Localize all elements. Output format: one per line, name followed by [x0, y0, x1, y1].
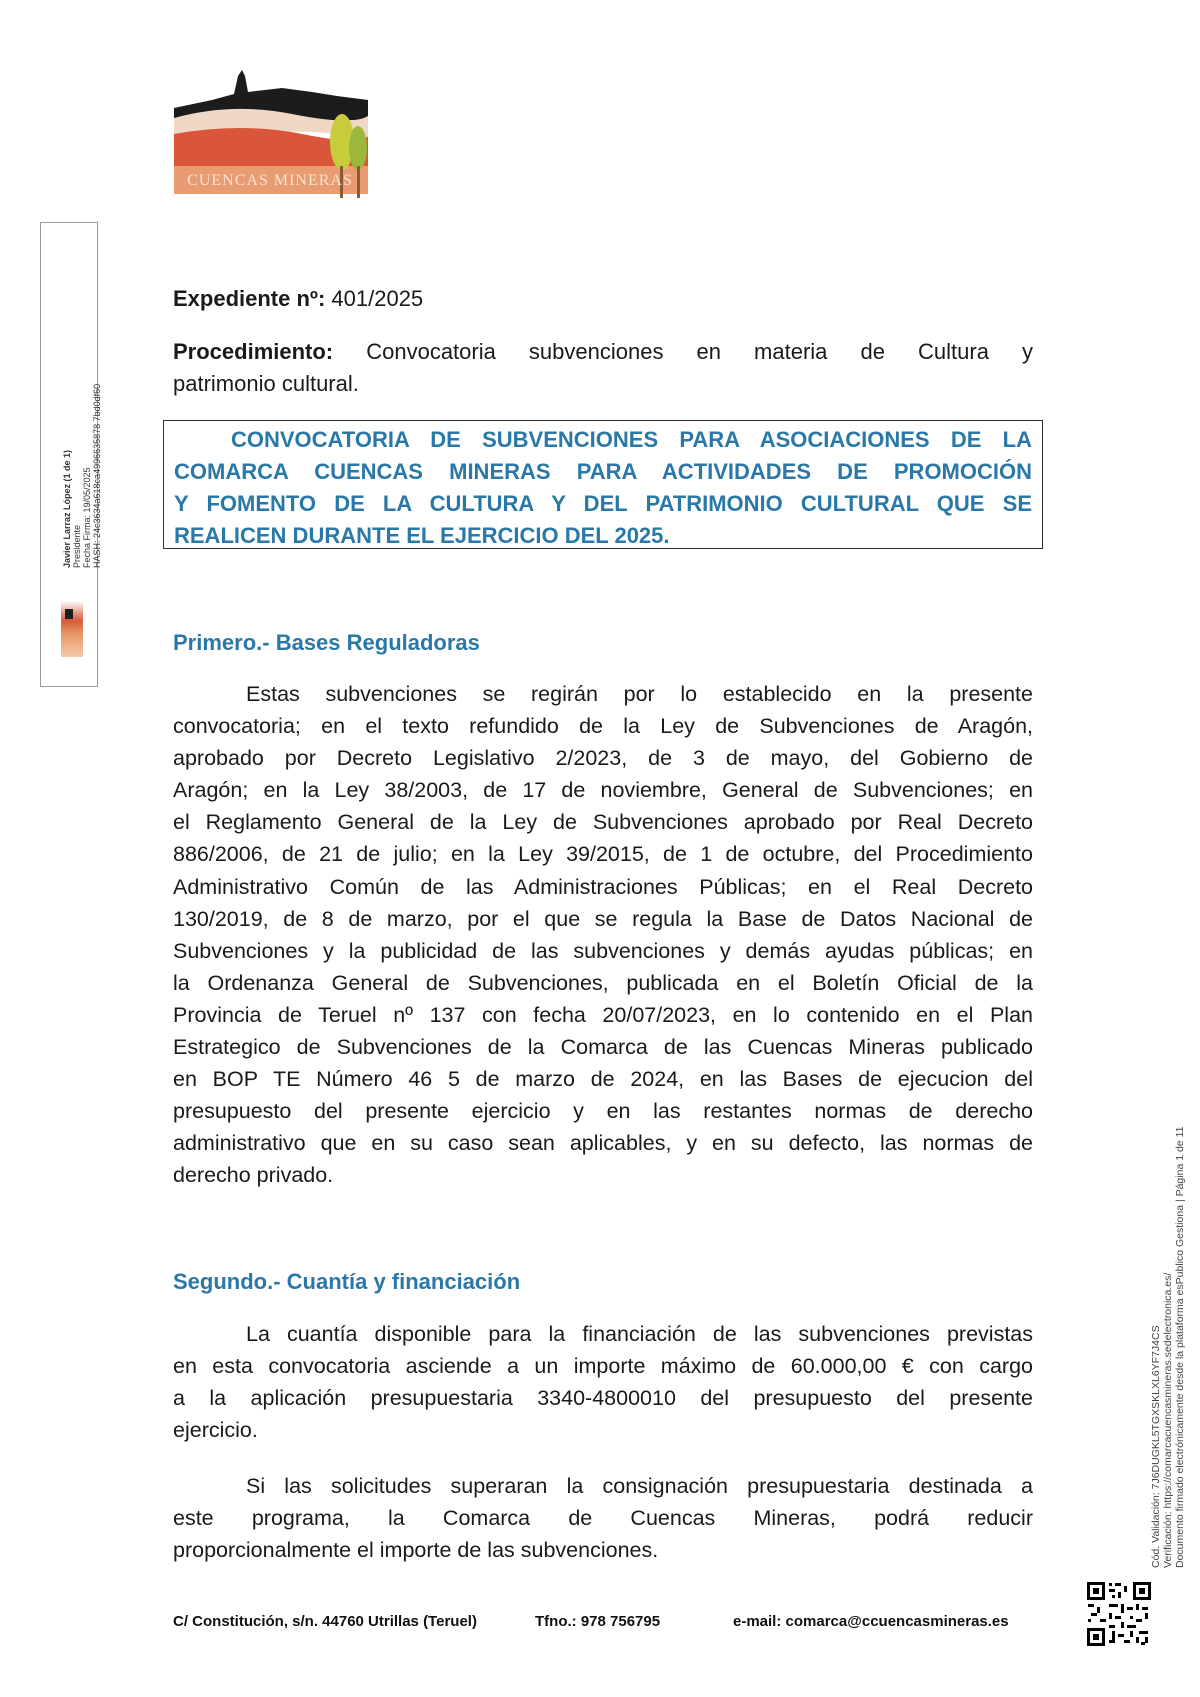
logo-text: CUENCAS MINERAS [187, 172, 353, 189]
signature-hash: HASH: 24c3634a618ca4996635878 7bd0df60 [92, 383, 102, 568]
verification-url: Verificación: https://comarcacuencasmineras.sedelectronica.es/ [1162, 1272, 1174, 1568]
paragraph-line: este programa, la Comarca de Cuencas Mineras, podrá reducir [173, 1506, 1033, 1531]
paragraph-line: Provincia de Teruel nº 137 con fecha 20/07/2023, en lo contenido en el Plan [173, 1002, 1033, 1027]
paragraph-line: ejercicio. [173, 1418, 258, 1443]
footer-address: C/ Constitución, s/n. 44760 Utrillas (Teruel) [173, 1613, 477, 1630]
signature-date: Fecha Firma: 19/05/2025 [82, 467, 92, 568]
procedimiento-text-1: Convocatoria subvenciones en materia de Cultura y [366, 339, 1033, 364]
procedimiento-block [173, 336, 1033, 400]
paragraph-line: en BOP TE Número 46 5 de marzo de 2024, en las Bases de ejecucion del [173, 1067, 1033, 1092]
paragraph-line: Estas subvenciones se regirán por lo establecido en la presente [246, 682, 1033, 706]
footer-email: e-mail: comarca@ccuencasmineras.es [733, 1613, 1009, 1630]
signed-document-note: Documento firmado electrónicamente desde la plataforma esPublico Gestiona | Página 1 de 11 [1174, 1126, 1186, 1568]
paragraph-line: Estrategico de Subvenciones de la Comarca de las Cuencas Mineras publicado [173, 1035, 1033, 1060]
qr-code [1085, 1580, 1153, 1648]
paragraph-line: presupuesto del presente ejercicio y en las restantes normas de derecho [173, 1099, 1033, 1124]
paragraph-line: en esta convocatoria asciende a un importe máximo de 60.000,00 € con cargo [173, 1354, 1033, 1379]
paragraph-line: La cuantía disponible para la financiación de las subvenciones previstas [246, 1322, 1033, 1346]
validation-code: Cód. Validación: 7J6DUGKL5TGXSKLXL6YF7J4CS [1150, 1325, 1162, 1568]
signature-logo-thumbnail [61, 601, 83, 657]
paragraph-line: el Reglamento General de la Ley de Subvenciones aprobado por Real Decreto [173, 810, 1033, 835]
title-line: Y FOMENTO DE LA CULTURA Y DEL PATRIMONIO CULTURAL QUE SE [174, 491, 1032, 516]
paragraph-line: 130/2019, de 8 de marzo, por el que se regula la Base de Datos Nacional de [173, 906, 1033, 931]
expediente-line [173, 283, 1033, 315]
signer-name: Javier Larraz López (1 de 1) [62, 449, 72, 568]
signature-text [62, 384, 102, 568]
title-line: COMARCA CUENCAS MINERAS PARA ACTIVIDADES DE PROMOCIÓN [174, 459, 1032, 484]
qr-code-graphic [1085, 1580, 1153, 1648]
paragraph-line: derecho privado. [173, 1163, 334, 1188]
procedimiento-line-1 [173, 336, 1033, 368]
expediente-label: Expediente nº: [173, 286, 326, 311]
expediente-value: 401/2025 [331, 286, 424, 311]
footer-phone: Tfno.: 978 756795 [535, 1613, 661, 1630]
signer-role: Presidente [72, 524, 82, 568]
section-segundo-paragraph-2 [173, 1470, 1033, 1566]
procedimiento-label: Procedimiento: [173, 339, 334, 364]
paragraph-line: Si las solicitudes superaran la consignación presupuestaria destinada a [246, 1474, 1033, 1498]
title-line: CONVOCATORIA DE SUBVENCIONES PARA ASOCIACIONES DE LA [231, 427, 1032, 452]
section-heading-primero: Primero.- Bases Reguladoras [173, 630, 480, 655]
title-line: REALICEN DURANTE EL EJERCICIO DEL 2025. [174, 523, 670, 548]
paragraph-line: convocatoria; en el texto refundido de la Ley de Subvenciones de Aragón, [173, 714, 1033, 739]
paragraph-line: administrativo que en su caso sean aplicables, y en su defecto, las normas de [173, 1131, 1033, 1156]
paragraph-line: la Ordenanza General de Subvenciones, publicada en el Boletín Oficial de la [173, 970, 1033, 995]
paragraph-line: a la aplicación presupuestaria 3340-4800010 del presupuesto del presente [173, 1386, 1033, 1411]
signature-box [40, 222, 102, 687]
procedimiento-text-2: patrimonio cultural. [173, 371, 359, 396]
section-primero-paragraph [173, 678, 1033, 1192]
convocatoria-title-box [163, 420, 1043, 549]
section-heading-segundo: Segundo.- Cuantía y financiación [173, 1269, 521, 1294]
paragraph-line: 886/2006, de 21 de julio; en la Ley 39/2015, de 1 de octubre, del Procedimiento [173, 842, 1033, 867]
paragraph-line: aprobado por Decreto Legislativo 2/2023, de 3 de mayo, del Gobierno de [173, 746, 1033, 771]
paragraph-line: Administrativo Común de las Administraciones Públicas; en el Real Decreto [173, 874, 1033, 899]
section-segundo-paragraph-1 [173, 1318, 1033, 1446]
verification-text [1150, 1127, 1186, 1568]
paragraph-line: Subvenciones y la publicidad de las subvenciones y demás ayudas públicas; en [173, 938, 1033, 963]
logo [172, 62, 372, 200]
paragraph-line: proporcionalmente el importe de las subvenciones. [173, 1538, 659, 1563]
paragraph-line: Aragón; en la Ley 38/2003, de 17 de noviembre, General de Subvenciones; en [173, 778, 1033, 803]
